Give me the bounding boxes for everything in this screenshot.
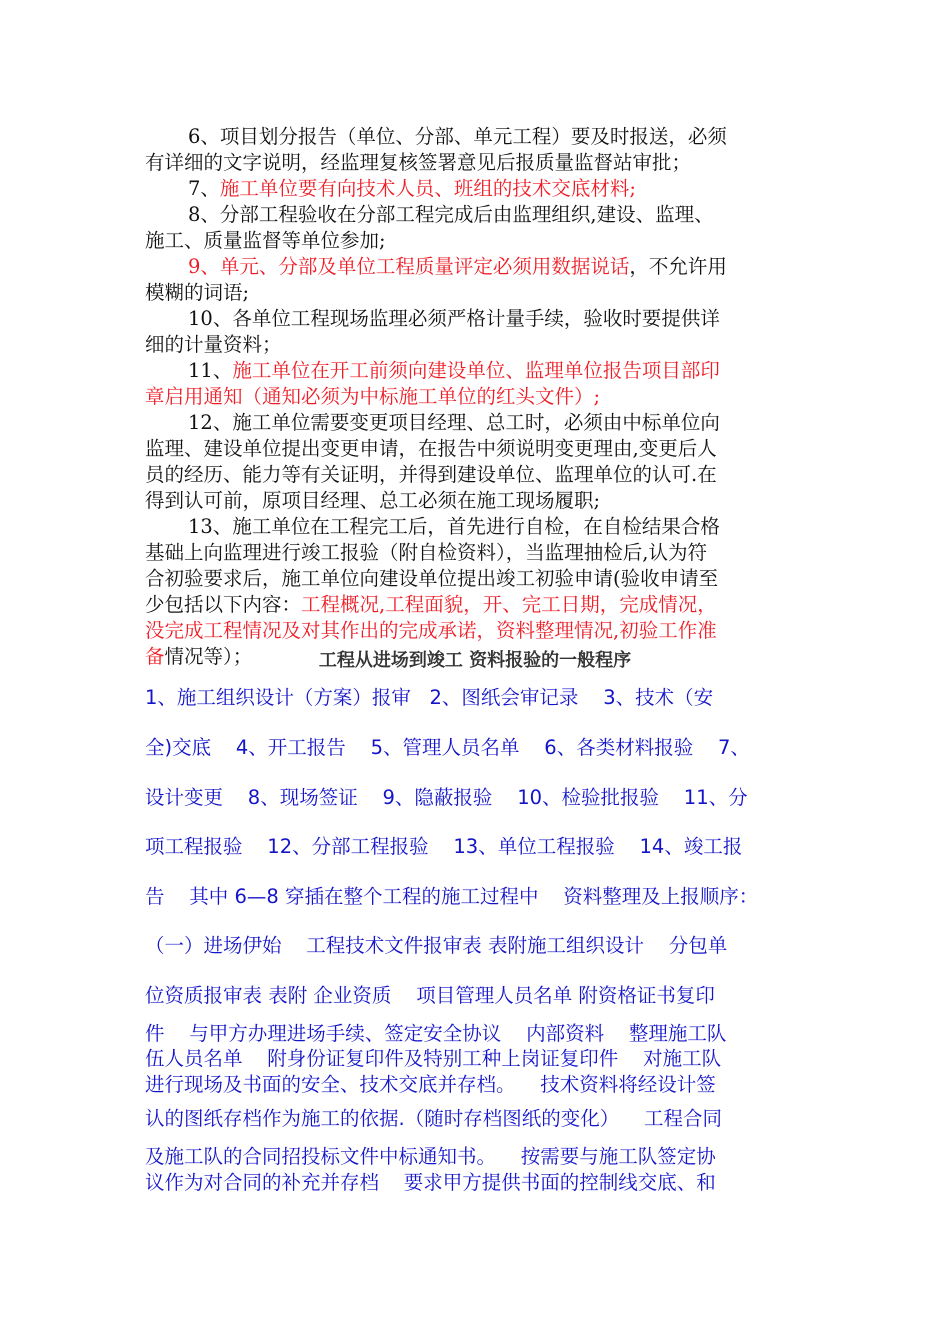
para-6-line-2: 有详细的文字说明，经监理复核签署意见后报质量监督站审批；: [145, 151, 692, 174]
para-7-number: 7、: [188, 177, 220, 200]
para-13-line-6-text: 情况等）；: [164, 645, 253, 668]
procedure-line: 件 与甲方办理进场手续、签定安全协议 内部资料 整理施工队: [145, 1022, 727, 1045]
para-13-line-4: [145, 592, 717, 618]
para-12-line-4: 得到认可前，原项目经理、总工必须在施工现场履职;: [145, 489, 601, 512]
para-13-line-2: 基础上向监理进行竣工报验（附自检资料），当监理抽检后,认为符: [145, 541, 707, 564]
procedure-line: 全)交底 4、开工报告 5、管理人员名单 6、各类材料报验 7、: [145, 736, 750, 759]
para-11-number: 11、: [188, 359, 233, 382]
para-12-line-1: 12、施工单位需要变更项目经理、总工时，必须由中标单位向: [188, 411, 720, 434]
para-11: [188, 358, 720, 384]
procedure-line: 进行现场及书面的安全、技术交底并存档。 技术资料将经设计签: [145, 1073, 716, 1096]
procedure-line: 1、施工组织设计（方案）报审 2、图纸会审记录 3、技术（安: [145, 686, 714, 709]
para-13-line-4-text: 少包括以下内容：: [145, 593, 302, 616]
para-6-line-1: 6、项目划分报告（单位、分部、单元工程）要及时报送，必须: [188, 125, 727, 148]
para-13-line-1: 13、施工单位在工程完工后，首先进行自检，在自检结果合格: [188, 515, 720, 538]
procedure-line: 认的图纸存档作为施工的依据.（随时存档图纸的变化） 工程合同: [145, 1107, 722, 1130]
para-9: [188, 254, 727, 280]
procedure-line: （一）进场伊始 工程技术文件报审表 表附施工组织设计 分包单: [145, 934, 728, 957]
para-9-emphasis: 9、单元、分部及单位工程质量评定必须用数据说话: [188, 255, 630, 278]
para-13-line-6-emphasis: 备: [145, 645, 165, 668]
para-9-line-2: 模糊的词语;: [145, 281, 250, 304]
procedure-line: 议作为对合同的补充并存档 要求甲方提供书面的控制线交底、和: [145, 1171, 716, 1194]
procedure-line: 伍人员名单 附身份证复印件及特别工种上岗证复印件 对施工队: [145, 1047, 722, 1070]
para-10-line-1: 10、各单位工程现场监理必须严格计量手续，验收时要提供详: [188, 307, 720, 330]
para-9-tail: ，不允许用: [629, 255, 727, 278]
para-7-emphasis: 施工单位要有向技术人员、班组的技术交底材料;: [219, 177, 636, 200]
para-11-emphasis-1: 施工单位在开工前须向建设单位、监理单位报告项目部印: [232, 359, 720, 382]
para-7: [188, 176, 636, 202]
procedure-line: 位资质报审表 表附 企业资质 项目管理人员名单 附资格证书复印: [145, 984, 715, 1007]
procedure-line: 告 其中 6—8 穿插在整个工程的施工过程中 资料整理及上报顺序：: [145, 885, 759, 908]
para-11-emphasis-2: 章启用通知（通知必须为中标施工单位的红头文件）;: [145, 385, 601, 408]
para-8-line-2: 施工、质量监督等单位参加;: [145, 229, 386, 252]
para-8-line-1: 8、分部工程验收在分部工程完成后由监理组织,建设、监理、: [188, 203, 714, 226]
para-12-line-3: 员的经历、能力等有关证明，并得到建设单位、监理单位的认可.在: [145, 463, 717, 486]
para-12-line-2: 监理、建设单位提出变更申请，在报告中须说明变更理由,变更后人: [145, 437, 717, 460]
para-10-line-2: 细的计量资料；: [145, 333, 282, 356]
procedure-line: 设计变更 8、现场签证 9、隐蔽报验 10、检验批报验 11、分: [145, 786, 748, 809]
procedure-line: 项工程报验 12、分部工程报验 13、单位工程报验 14、竣工报: [145, 835, 743, 858]
section-title: 工程从进场到竣工 资料报验的一般程序: [318, 650, 632, 671]
para-13-line-5-emphasis: 没完成工程情况及对其作出的完成承诺，资料整理情况,初验工作准: [145, 619, 717, 642]
procedure-line: 及施工队的合同招投标文件中标通知书。 按需要与施工队签定协: [145, 1145, 716, 1168]
para-13-line-3: 合初验要求后，施工单位向建设单位提出竣工初验申请(验收申请至: [145, 567, 719, 590]
para-13-line-4-emphasis: 工程概况,工程面貌，开、完工日期，完成情况，: [301, 593, 717, 616]
